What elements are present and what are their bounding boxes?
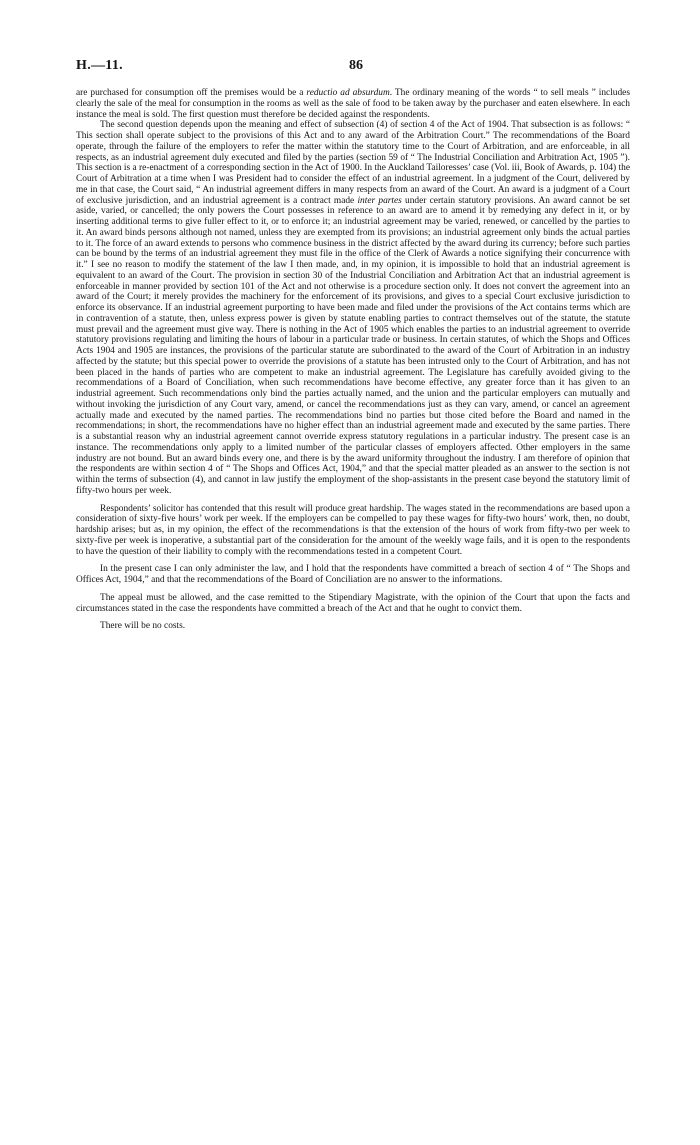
italic-phrase: reductio ad absurdum	[306, 88, 390, 98]
paragraph-holding	[76, 564, 630, 586]
paragraph-continuation	[76, 88, 630, 120]
page-header	[76, 58, 636, 80]
paragraph-second-question	[76, 120, 630, 496]
text-run: . The ordinary meaning of the words “ to sell meals ” includes clearly the sale of the meal for consumption in the rooms as well as the sale of food to be taken away by the purchaser and eaten elsewhere. In each instance the meal is sold. The first question must therefore be decided against the respondents.	[76, 88, 630, 120]
document-body	[76, 88, 630, 632]
text-run: Respondents’ solicitor has contended that this result will produce great hardship. The wages stated in the recommendations are based upon a consideration of sixty-five hours’ work per week. If the employers can be compelled to pay these wages for fifty-two hours’ work, then, no doubt, hardship arises; but as, in my opinion, the effect of the recommendations is that the extension of the hours of work from fifty-two per week to sixty-five per week is inoperative, a substantial part of the consideration for the amount of the weekly wage fails, and it is open to the respondents to have the question of their liability to comply with the recommendations tested in a competent Court.	[76, 503, 630, 557]
text-run: There will be no costs.	[100, 621, 186, 632]
text-run: are purchased for consumption off the premises would be a	[76, 88, 307, 98]
text-run: under certain statutory provisions. An award cannot be set aside, varied, or cancelled; the only powers the Court possesses in reference to an award are to amend it by remedying any defect in it, or by inserting additional terms to give fuller effect to it, or to enforce it; an industrial agreement may be varied, renewed, or cancelled by the parties to it. An award binds persons although not named, unless they are exempted from its provisions; an industrial agreement only binds the actual parties to it. The force of an award extends to persons who commence business in the district affected by the award during its currency; before such parties can be bound by the terms of an industrial agreement they must file in the office of the Clerk of Awards a notice signifying their concurrence with it.” I see no reason to modify the statement of the law I then made, and, in my opinion, it is impossible to hold that an industrial agreement is equivalent to an award of the Court. The provision in section 30 of the Industrial Conciliation and Arbitration Act that an industrial agreement is enforceable in manner provided by section 101 of the Act and not otherwise is a procedure section only. It does not convert the agreement into an award of the Court; it merely provides the machinery for the enforcement of its provisions, and gives to a special Court exclusive jurisdiction to enforce its observance. If an industrial agreement purporting to have been made and filed under the provisions of the Act contains terms which are in contravention of a statute, then, unless express power is given by statute enabling parties to contract themselves out of the statute, the statute must prevail and the agreement must give way. There is nothing in the Act of 1905 which enables the parties to an industrial agreement to override statutory provisions regulating and limiting the hours of labour in a particular trade or business. In certain statutes, of which the Shops and Offices Acts 1904 and 1905 are instances, the provisions of the particular statute are subordinated to the award of the Court of Arbitration in an industry affected by the statute; but this special power to override the provisions of a statute has been intrusted only to the Court of Arbitration, and has not been placed in the hands of parties who are competent to make an industrial agreement. The Legislature has carefully avoided giving to the recommendations of a Board of Conciliation, when such recommendations have become effective, any greater force than it has given to an industrial agreement. Such recommendations only bind the parties actually named, and the union and the particular employers can mutually and without invoking the jurisdiction of any Court vary, amend, or cancel the recommendations just as they can vary, amend, or cancel an agreement actually made and executed by the named parties. The recommendations bind no parties but those cited before the Board and named in the recommendations; in short, the recommendations have no higher effect than an industrial agreement made and executed by the same parties. There is a substantial reason why an industrial agreement cannot override express statutory regulations in a particular industry. The present case is an instance. The recommendations only apply to a limited number of the particular classes of employers affected. Other employers in the same industry are not bound. But an award binds every one, and there is by the award uniformity throughout the industry. I am therefore of opinion that the respondents are within section 4 of “ The Shops and Offices Act, 1904,” and that the special matter pleaded as an answer to the section is not within the terms of subsection (4), and cannot in law justify the employment of the shop-assistants in the present case beyond the statutory limit of fifty-two hours per week.	[76, 195, 630, 496]
text-run: In the present case I can only administer the law, and I hold that the respondents have committed a breach of section 4 of “ The Shops and Offices Act, 1904,” and that the recommendations of the Board of Conciliation are no answer to the informations.	[76, 564, 630, 585]
text-run: The second question depends upon the meaning and effect of subsection (4) of section 4 of the Act of 1904. That subsection is as follows: “ This section shall operate subject to the provisions of this Act and to any award of the Arbitration Court.” The recommendations of the Board operate, through the failure of the employers to refer the matter within the statutory time to the Court of Arbitration, and are enforceable, in all respects, as an industrial agreement duly executed and filed by the parties (section 59 of “ The Industrial Conciliation and Arbitration Act, 1905 ”). This section is a re-enactment of a corresponding section in the Act of 1900. In the Auckland Tailoresses’ case (Vol. iii, Book of Awards, p. 104) the Court of Arbitration at a time when I was President had to consider the effect of an industrial agreement. In a judgment of the Court, delivered by me in that case, the Court said, “ An industrial agreement differs in many respects from an award of the Court. An award is a judgment of a Court of exclusive jurisdiction, and an industrial agreement is a contract made	[76, 120, 630, 206]
paragraph-costs	[76, 621, 630, 632]
italic-phrase: inter partes	[357, 195, 402, 206]
text-run: The appeal must be allowed, and the case remitted to the Stipendiary Magistrate, with the opinion of the Court that upon the facts and circumstances stated in the case the respondents have committed a breach of the Act and that he ought to convict them.	[76, 592, 630, 614]
paragraph-appeal-allowed	[76, 593, 630, 615]
document-reference: H.—11.	[76, 58, 123, 73]
paragraph-hardship	[76, 504, 630, 558]
page-number: 86	[349, 58, 363, 73]
